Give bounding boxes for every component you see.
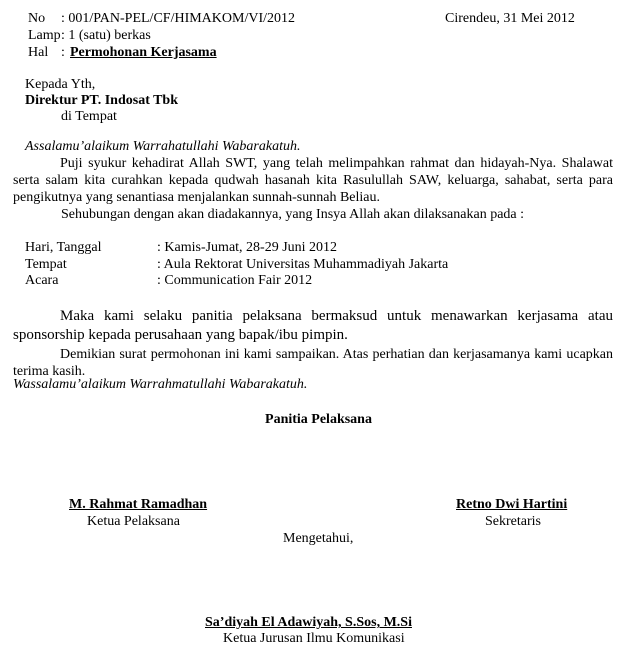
department-head-name: Sa’diyah El Adawiyah, S.Sos, M.Si xyxy=(205,615,412,630)
committee-title: Panitia Pelaksana xyxy=(265,412,372,427)
event-place-value: : Aula Rektorat Universitas Muhammadiyah Jakarta xyxy=(157,257,449,272)
event-name-value: : Communication Fair 2012 xyxy=(157,273,313,288)
event-name-label: Acara xyxy=(25,273,59,288)
letter-number-value: : 001/PAN-PEL/CF/HIMAKOM/VI/2012 xyxy=(61,11,296,26)
acknowledged-label: Mengetahui, xyxy=(283,531,354,546)
department-head-role: Ketua Jurusan Ilmu Komunikasi xyxy=(223,631,405,646)
secretary-role: Sekretaris xyxy=(485,514,541,529)
letter-number-label: No xyxy=(28,11,46,26)
opening-salutation: Assalamu’alaikum Warrahatullahi Wabarakatuh. xyxy=(25,139,301,154)
subject-value: Permohonan Kerjasama xyxy=(70,45,217,60)
event-date-label: Hari, Tanggal xyxy=(25,240,102,255)
subject-label: Hal xyxy=(28,45,49,60)
closing-salutation: Wassalamu’alaikum Warrahmatullahi Wabarakatuh. xyxy=(13,377,308,392)
paragraph-gratitude-text: Puji syukur kehadirat Allah SWT, yang telah melimpahkan rahmat dan hidayah-Nya. Shalawat serta salam kita curahkan kepada qudwah hasanah kita Rasulullah SAW, keluarga, sahabat, serta para pengikutnya yang senantiasa menjalankan sunnah-sunnah Beliau. xyxy=(13,156,613,205)
paragraph-thanks xyxy=(13,346,613,380)
event-place-label: Tempat xyxy=(25,257,67,272)
paragraph-offer xyxy=(13,307,613,345)
paragraph-thanks-text: Demikian surat permohonan ini kami sampaikan. Atas perhatian dan kerjasamanya kami ucapkan terima kasih. xyxy=(13,347,613,379)
recipient-name: Direktur PT. Indosat Tbk xyxy=(25,93,179,108)
paragraph-offer-text: Maka kami selaku panitia pelaksana bermaksud untuk menawarkan kerjasama atau sponsorship kepada perusahaan yang bapak/ibu pimpin. xyxy=(13,308,613,343)
chairman-role: Ketua Pelaksana xyxy=(87,514,180,529)
attachment-label: Lamp xyxy=(28,28,61,43)
chairman-name: M. Rahmat Ramadhan xyxy=(69,497,208,512)
paragraph-gratitude xyxy=(13,155,613,206)
recipient-place: di Tempat xyxy=(61,109,117,124)
letter-date: Cirendeu, 31 Mei 2012 xyxy=(445,11,575,26)
secretary-name: Retno Dwi Hartini xyxy=(456,497,568,512)
event-date-value: : Kamis-Jumat, 28-29 Juni 2012 xyxy=(157,240,338,255)
attachment-value: : 1 (satu) berkas xyxy=(61,28,151,43)
paragraph-intro: Sehubungan dengan akan diadakannya, yang Insya Allah akan dilaksanakan pada : xyxy=(61,207,525,222)
recipient-greeting: Kepada Yth, xyxy=(25,77,96,92)
subject-colon: : xyxy=(61,45,65,60)
